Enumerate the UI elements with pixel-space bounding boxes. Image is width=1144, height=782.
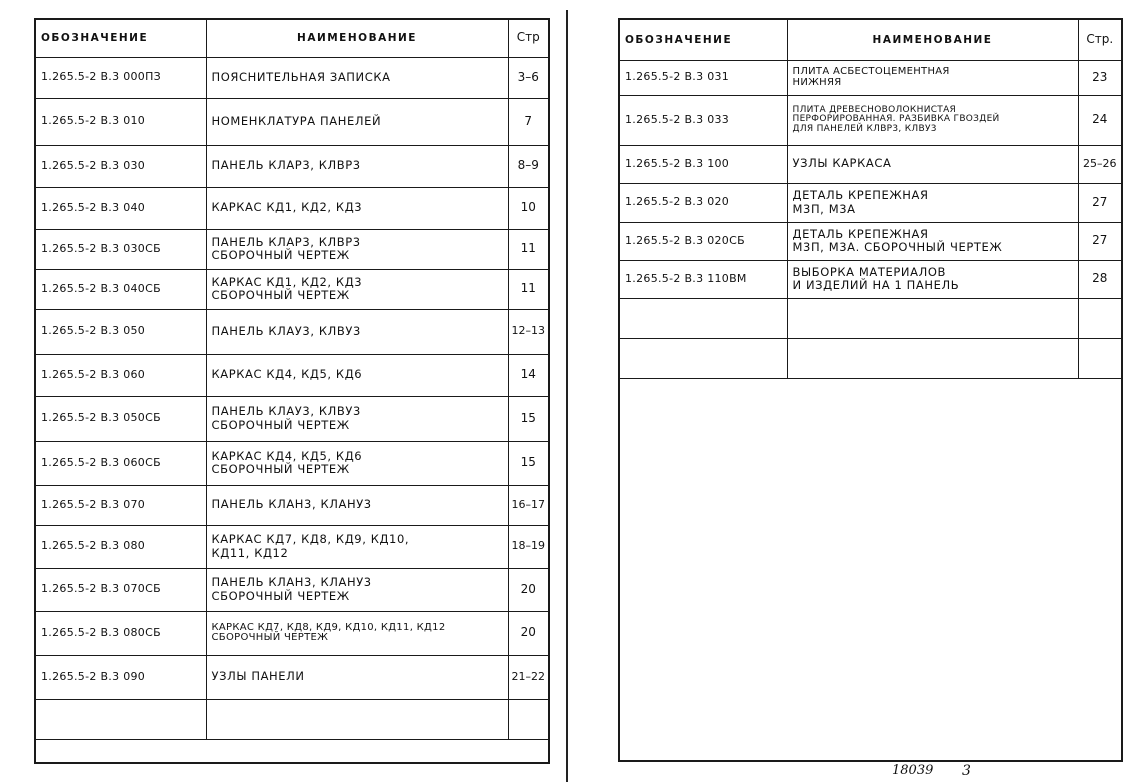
row-code: 1.265.5-2 В.3 010 <box>36 98 206 145</box>
row-code: 1.265.5-2 В.3 060СБ <box>36 441 206 485</box>
row-page: 23 <box>1078 60 1121 95</box>
table-header-row <box>620 20 1121 60</box>
table-row <box>620 260 1121 298</box>
row-page: 16–17 <box>508 485 548 525</box>
row-code: 1.265.5-2 В.3 090 <box>36 655 206 699</box>
empty-row <box>620 338 1121 378</box>
row-name: УЗЛЫ ПАНЕЛИ <box>206 655 508 699</box>
row-code: 1.265.5-2 В.3 050СБ <box>36 396 206 441</box>
table-row <box>36 568 548 611</box>
row-code: 1.265.5-2 В.3 080СБ <box>36 611 206 655</box>
row-name: ВЫБОРКА МАТЕРИАЛОВ И ИЗДЕЛИЙ НА 1 ПАНЕЛЬ <box>787 260 1078 298</box>
row-code: 1.265.5-2 В.3 030СБ <box>36 229 206 269</box>
row-code: 1.265.5-2 В.3 020СБ <box>620 222 787 260</box>
designation-header: ОБОЗНАЧЕНИЕ <box>620 20 787 60</box>
row-code: 1.265.5-2 В.3 031 <box>620 60 787 95</box>
contents-table-left <box>36 20 548 740</box>
row-page: 14 <box>508 354 548 396</box>
page-header: Стр. <box>1078 20 1121 60</box>
name-header: НАИМЕНОВАНИЕ <box>787 20 1078 60</box>
table-row <box>36 354 548 396</box>
row-page: 10 <box>508 187 548 229</box>
row-name: УЗЛЫ КАРКАСА <box>787 145 1078 183</box>
row-name: ПАНЕЛЬ КЛАР3, КЛВР3 <box>206 145 508 187</box>
row-page: 15 <box>508 441 548 485</box>
table-row <box>36 98 548 145</box>
designation-header: ОБОЗНАЧЕНИЕ <box>36 20 206 57</box>
archive-number: 18039 <box>892 763 934 778</box>
table-row <box>36 57 548 98</box>
row-code: 1.265.5-2 В.3 030 <box>36 145 206 187</box>
contents-table-right <box>620 20 1121 379</box>
row-code: 1.265.5-2 В.3 050 <box>36 309 206 354</box>
row-name: КАРКАС КД4, КД5, КД6 <box>206 354 508 396</box>
row-name: КАРКАС КД7, КД8, КД9, КД10, КД11, КД12 <box>206 525 508 568</box>
row-name: ПАНЕЛЬ КЛАУ3, КЛВУ3 <box>206 309 508 354</box>
table-row <box>620 222 1121 260</box>
row-name: ПАНЕЛЬ КЛАН3, КЛАНУ3 СБОРОЧНЫЙ ЧЕРТЕЖ <box>206 568 508 611</box>
table-row <box>620 183 1121 222</box>
empty-row <box>36 699 548 739</box>
table-row <box>620 60 1121 95</box>
row-page: 27 <box>1078 183 1121 222</box>
row-name: ПОЯСНИТЕЛЬНАЯ ЗАПИСКА <box>206 57 508 98</box>
row-page: 15 <box>508 396 548 441</box>
name-header: НАИМЕНОВАНИЕ <box>206 20 508 57</box>
table-row <box>36 269 548 309</box>
table-row <box>36 396 548 441</box>
row-page: 27 <box>1078 222 1121 260</box>
row-code: 1.265.5-2 В.3 080 <box>36 525 206 568</box>
binding-line <box>566 10 568 782</box>
table-row <box>36 145 548 187</box>
row-page: 8–9 <box>508 145 548 187</box>
row-page: 24 <box>1078 95 1121 145</box>
row-name: КАРКАС КД1, КД2, КД3 СБОРОЧНЫЙ ЧЕРТЕЖ <box>206 269 508 309</box>
row-name: КАРКАС КД7, КД8, КД9, КД10, КД11, КД12 СБОРОЧНЫЙ ЧЕРТЕЖ <box>206 611 508 655</box>
row-page: 7 <box>508 98 548 145</box>
row-code: 1.265.5-2 В.3 000ПЗ <box>36 57 206 98</box>
page-header: Стр <box>508 20 548 57</box>
row-code: 1.265.5-2 В.3 040СБ <box>36 269 206 309</box>
row-code: 1.265.5-2 В.3 100 <box>620 145 787 183</box>
table-row <box>620 95 1121 145</box>
row-name: ПАНЕЛЬ КЛАУ3, КЛВУ3 СБОРОЧНЫЙ ЧЕРТЕЖ <box>206 396 508 441</box>
table-header-row <box>36 20 548 57</box>
table-row <box>36 229 548 269</box>
row-page: 28 <box>1078 260 1121 298</box>
row-code: 1.265.5-2 В.3 070 <box>36 485 206 525</box>
row-page: 11 <box>508 229 548 269</box>
row-name: ПАНЕЛЬ КЛАР3, КЛВР3 СБОРОЧНЫЙ ЧЕРТЕЖ <box>206 229 508 269</box>
row-code: 1.265.5-2 В.3 033 <box>620 95 787 145</box>
table-row <box>36 611 548 655</box>
row-code: 1.265.5-2 В.3 040 <box>36 187 206 229</box>
row-name: КАРКАС КД4, КД5, КД6 СБОРОЧНЫЙ ЧЕРТЕЖ <box>206 441 508 485</box>
row-name: НОМЕНКЛАТУРА ПАНЕЛЕЙ <box>206 98 508 145</box>
table-row <box>36 525 548 568</box>
row-name: ДЕТАЛЬ КРЕПЕЖНАЯ М3П, М3А. СБОРОЧНЫЙ ЧЕРТЕЖ <box>787 222 1078 260</box>
row-page: 20 <box>508 611 548 655</box>
row-name: ДЕТАЛЬ КРЕПЕЖНАЯ М3П, М3А <box>787 183 1078 222</box>
table-row <box>36 187 548 229</box>
row-code: 1.265.5-2 В.3 070СБ <box>36 568 206 611</box>
row-page: 20 <box>508 568 548 611</box>
table-row <box>620 145 1121 183</box>
row-code: 1.265.5-2 В.3 110ВМ <box>620 260 787 298</box>
row-code: 1.265.5-2 В.3 060 <box>36 354 206 396</box>
row-name: КАРКАС КД1, КД2, КД3 <box>206 187 508 229</box>
row-page: 18–19 <box>508 525 548 568</box>
row-page: 11 <box>508 269 548 309</box>
row-page: 21–22 <box>508 655 548 699</box>
row-name: ПАНЕЛЬ КЛАН3, КЛАНУ3 <box>206 485 508 525</box>
table-row <box>36 309 548 354</box>
row-code: 1.265.5-2 В.3 020 <box>620 183 787 222</box>
page-number: 3 <box>962 763 971 779</box>
table-row <box>36 655 548 699</box>
contents-sheet-right <box>618 18 1123 762</box>
table-row <box>36 441 548 485</box>
row-page: 3–6 <box>508 57 548 98</box>
empty-row <box>620 298 1121 338</box>
row-name: ПЛИТА ДРЕВЕСНОВОЛОКНИСТАЯ ПЕРФОРИРОВАННАЯ. РАЗБИВКА ГВОЗДЕЙ ДЛЯ ПАНЕЛЕЙ КЛВР3, КЛВУ3 <box>787 95 1078 145</box>
table-row <box>36 485 548 525</box>
contents-sheet-left <box>34 18 550 764</box>
row-name: ПЛИТА АСБЕСТОЦЕМЕНТНАЯ НИЖНЯЯ <box>787 60 1078 95</box>
row-page: 25–26 <box>1078 145 1121 183</box>
row-page: 12–13 <box>508 309 548 354</box>
